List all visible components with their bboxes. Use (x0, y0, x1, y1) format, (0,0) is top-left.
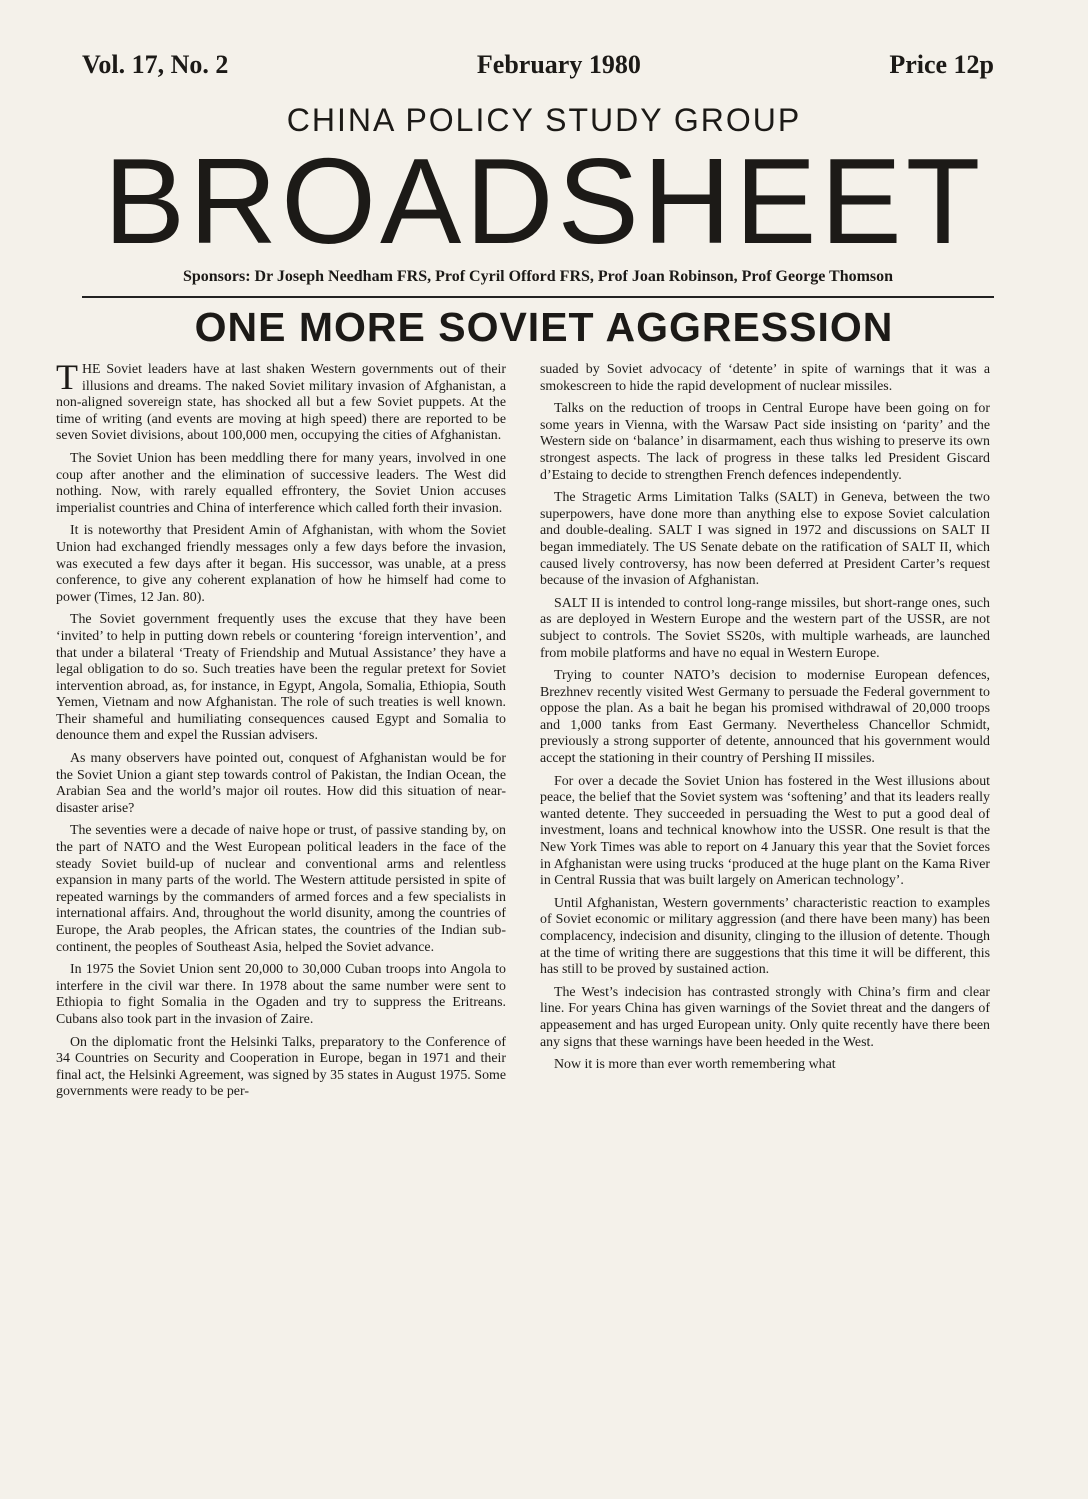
sponsors-line: Sponsors: Dr Joseph Needham FRS, Prof Cyril Offord FRS, Prof Joan Robinson, Prof George Thomson (182, 268, 894, 285)
article-paragraph: The Soviet government frequently uses the excuse that they have been ‘invited’ to help in putting down rebels or countering ‘foreign intervention’, and that under a bilateral ‘Treaty of Friendship and Mutual Assistance’ they have a legal obligation to do so. Such treaties have been the regular pretext for Soviet intervention abroad, as, for instance, in Egypt, Angola, Somalia, Ethiopia, South Yemen, Vietnam and now Afghanistan. The role of such treaties is well known. Their shameful and humiliating consequences caused Egypt and Somalia to denounce them and expel the Russian advisers. (56, 612, 506, 744)
article-paragraph: The West’s indecision has contrasted strongly with China’s firm and clear line. For years China has given warnings of the Soviet threat and the dangers of appeasement and has urged European unity. Only quite recently have there been any signs that these warnings have been heeded in the West. (540, 984, 990, 1050)
article-paragraph: Until Afghanistan, Western governments’ characteristic reaction to examples of Soviet economic or military aggression (and there have been many) has been complacency, indecision and disunity, clinging to the illusion of detente. Though at the time of writing there are suggestions that this time it will be different, this has still to be proved by sustained action. (540, 895, 990, 978)
article-paragraph (56, 357, 506, 445)
issue-line (82, 50, 994, 82)
article-paragraph: The Stragetic Arms Limitation Talks (SALT) in Geneva, between the two superpowers, have done more than anything else to expose Soviet calculation and double-dealing. SALT I was signed in 1972 and discussions on SALT II began immediately. The US Senate debate on the ratification of SALT II, which caused lively controversy, has now been deferred at President Carter’s request because of the invasion of Afghanistan. (540, 490, 990, 589)
organization-name: CHINA POLICY STUDY GROUP (286, 102, 802, 138)
article-headline: ONE MORE SOVIET AGGRESSION (194, 304, 894, 350)
article-paragraph: It is noteworthy that President Amin of Afghanistan, with whom the Soviet Union had exchanged friendly messages only a few days before the invasion, was executed a few days after it began. His successor, was unable, at a press conference, to give any coherent explanation of how he himself had come to power (Times, 12 Jan. 80). (56, 523, 506, 605)
article-paragraph: suaded by Soviet advocacy of ‘detente’ in spite of warnings that it was a smokescreen to hide the rapid development of nuclear missiles. (540, 362, 990, 394)
masthead-title: BROADSHEET (103, 133, 985, 269)
article-paragraph: Trying to counter NATO’s decision to modernise European defences, Brezhnev recently visited West Germany to persuade the Federal government to oppose the plan. As a bait he began his promised withdrawal of 20,000 troops and 1,000 tanks from East Germany. Nevertheless Chancellor Schmidt, previously a strong supporter of detente, announced that his government would accept the stationing in their country of Pershing II missiles. (540, 668, 990, 767)
issue-price: Price 12p (889, 50, 994, 79)
drop-cap: T (56, 357, 78, 397)
article-paragraph: On the diplomatic front the Helsinki Talks, preparatory to the Conference of 34 Countries on Security and Cooperation in Europe, began in 1971 and their final act, the Helsinki Agreement, was signed by 35 states in August 1975. Some governments were ready to be per- (56, 1034, 506, 1100)
volume-number: Vol. 17, No. 2 (82, 50, 229, 79)
article-paragraph: The Soviet Union has been meddling there for many years, involved in one coup after another and the elimination of successive leaders. The West did nothing. Now, with rarely equalled effrontery, the Soviet Union accuses imperialist countries and China of interference which called forth their invasion. (56, 450, 506, 516)
article-paragraph: For over a decade the Soviet Union has fostered in the West illusions about peace, the belief that the Soviet system was ‘softening’ and that its leaders really wanted detente. They succeeded in persuading the West to put a good deal of investment, loans and technical knowhow into the USSR. One result is that the New York Times was able to report on 4 January this year that the Soviet forces in Afghanistan were using trucks ‘produced at the huge plant on the Kama River in Central Russia that was built largely on American technology’. (540, 773, 990, 889)
article-paragraph: Now it is more than ever worth remembering what (554, 1057, 836, 1073)
masthead-rule (82, 296, 994, 298)
paragraph-text: HE Soviet leaders have at last shaken Western governments out of their illusions and dreams. The naked Soviet military invasion of Afghanistan, a non-aligned sovereign state, has shocked all but a few Soviet puppets. At the time of writing (and events are moving at high speed) there are reported to be seven Soviet divisions, about 100,000 men, occupying the cities of Afghanistan. (56, 362, 506, 444)
article-paragraph: As many observers have pointed out, conquest of Afghanistan would be for the Soviet Union a giant step towards control of Pakistan, the Indian Ocean, the Arabian Sea and the world’s major oil routes. How did this situation of near-disaster arise? (56, 751, 506, 816)
issue-date: February 1980 (476, 50, 641, 79)
article-paragraph: In 1975 the Soviet Union sent 20,000 to 30,000 Cuban troops into Angola to interfere in the civil war there. In 1978 about the same number were sent to Ethiopia to fight Somalia in the Ogaden and try to suppress the Eritreans. Cubans also took part in the invasion of Zaire. (56, 962, 506, 1027)
article-paragraph: The seventies were a decade of naive hope or trust, of passive standing by, on the part of NATO and the West European political leaders in the face of the steady Soviet build-up of nuclear and conventional arms and relentless expansion in many parts of the world. The Western attitude persisted in spite of repeated warnings by the commanders of armed forces and a few specialists in international affairs. And, throughout the world disunity, among the countries of Europe, the Arab peoples, the African states, the countries of the Indian sub-continent, the peoples of Southeast Asia, helped the Soviet advance. (56, 823, 506, 955)
right-column (540, 362, 990, 1472)
article-paragraph: SALT II is intended to control long-range missiles, but short-range ones, such as are deployed in Western Europe and the western part of the USSR, are not subject to controls. The Soviet SS20s, with multiple warheads, are launched from mobile platforms and have no equal in Western Europe. (540, 595, 990, 661)
article-paragraph: Talks on the reduction of troops in Central Europe have been going on for some years in Vienna, with the Warsaw Pact side insisting on ‘parity’ and the Western side on ‘balance’ in disarmament, each thus wishing to preserve its own strongest aspects. The lack of progress in these talks led President Giscard d’Estaing to decide to strengthen French defences independently. (540, 401, 990, 483)
article-body (56, 357, 990, 1472)
left-column (56, 357, 506, 1472)
